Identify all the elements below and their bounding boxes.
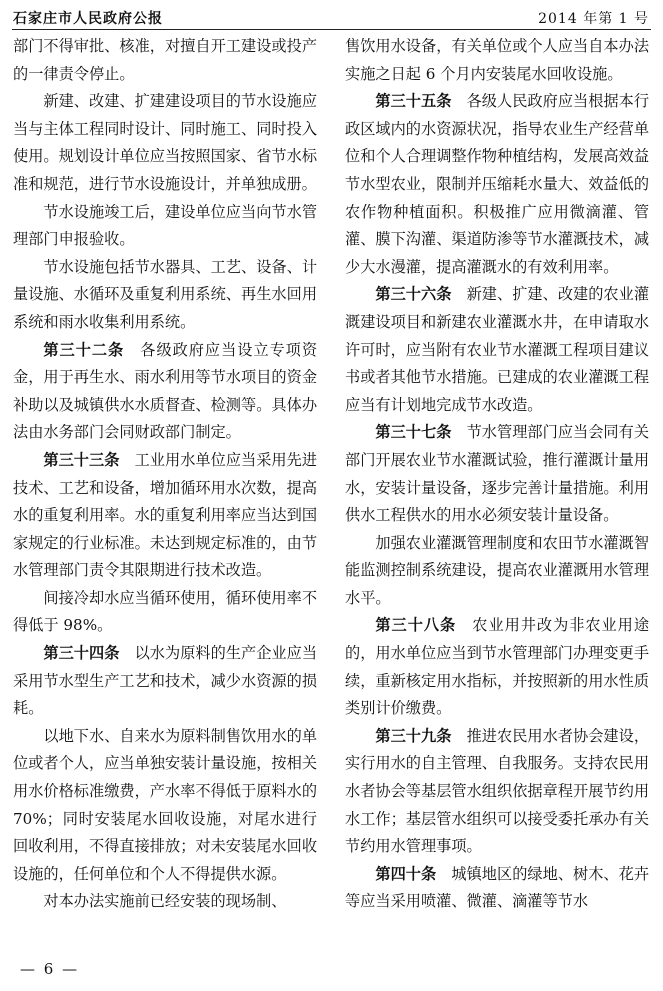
paragraph-text: 间接冷却水应当循环使用，循环使用率不得低于 98%。 [13, 588, 317, 635]
paragraph-text: 农业用井改为非农业用途的，用水单位应当到节水管理部门办理变更手续，重新核定用水指标，并按照新的用水性质类别计价缴费。 [345, 616, 649, 718]
paragraph [13, 640, 317, 723]
article-number: 第三十二条 [43, 340, 125, 359]
paragraph-text: 新建、扩建、改建的农业灌溉建设项目和新建农业灌溉水井，在申请取水许可时，应当附有农业节水灌溉工程项目建议书或者其他节水措施。已建成的农业灌溉工程应当有计划地完成节水改造。 [345, 285, 649, 414]
paragraph-text: 各级政府应当设立专项资金，用于再生水、雨水利用等节水项目的资金补助以及城镇供水水质督查、检测等。具体办法由水务部门会同财政部门制定。 [13, 340, 317, 442]
paragraph [345, 723, 649, 861]
paragraph-text: 对本办法实施前已经安装的现场制、 [43, 892, 287, 911]
paragraph [13, 447, 317, 585]
paragraph-text: 节水管理部门应当会同有关部门开展农业节水灌溉试验，推行灌溉计量用水，安装计量设备，逐步完善计量措施。利用供水工程供水的用水必须安装计量设备。 [345, 423, 649, 525]
paragraph-text: 新建、改建、扩建建设项目的节水设施应当与主体工程同时设计、同时施工、同时投入使用。规划设计单位应当按照国家、省节水标准和规范，进行节水设施设计，并单独成册。 [13, 92, 317, 193]
paragraph [13, 888, 317, 916]
header-divider [12, 29, 651, 30]
right-column [345, 33, 649, 958]
paragraph-text: 推进农民用水者协会建设，实行用水的自主管理、自我服务。支持农民用水者协会等基层管水组织依据章程开展节约用水工作；基层管水组织可以接受委托承办有关节约用水管理事项。 [345, 726, 649, 856]
paragraph [13, 337, 317, 447]
page-header [0, 0, 663, 30]
paragraph [345, 530, 649, 613]
paragraph [345, 33, 649, 88]
paragraph [345, 419, 649, 529]
paragraph-text: 以水为原料的生产企业应当采用节水型生产工艺和技术，减少水资源的损耗。 [13, 644, 317, 718]
paragraph-text: 部门不得审批、核准，对擅自开工建设或投产的一律责令停止。 [13, 37, 317, 83]
paragraph [13, 585, 317, 640]
article-number: 第三十三条 [43, 450, 120, 469]
paragraph [13, 723, 317, 889]
article-number: 第三十八条 [375, 616, 457, 635]
paragraph-text: 节水设施竣工后，建设单位应当向节水管理部门申报验收。 [13, 202, 317, 249]
paragraph [13, 199, 317, 254]
article-number: 第三十四条 [43, 644, 120, 663]
article-number: 第三十六条 [375, 285, 452, 304]
article-number: 第三十七条 [375, 423, 452, 442]
article-number: 第四十条 [375, 864, 437, 883]
paragraph-text: 售饮用水设备，有关单位或个人应当自本办法实施之日起 6 个月内安装尾水回收设施。 [345, 37, 649, 83]
left-column [13, 33, 317, 958]
article-number: 第三十九条 [375, 726, 452, 745]
paragraph-text: 以地下水、自来水为原料制售饮用水的单位或者个人，应当单独安装计量设施，按相关用水价格标准缴费，产水率不得低于原料水的 70%；同时安装尾水回收设施，对尾水进行回收利用，不得直接排放；对未安装尾水回收设施的，任何单位和个人不得提供水源。 [13, 726, 317, 883]
paragraph [345, 612, 649, 722]
paragraph [345, 281, 649, 419]
paragraph-text: 工业用水单位应当采用先进技术、工艺和设备，增加循环用水次数，提高水的重复利用率。水的重复利用率应当达到国家规定的行业标准。未达到规定标准的，由节水管理部门责令其限期进行技术改造。 [13, 450, 317, 580]
paragraph-text: 城镇地区的绿地、树木、花卉等应当采用喷灌、微灌、滴灌等节水 [345, 864, 649, 911]
paragraph [13, 88, 317, 198]
paragraph-text: 各级人民政府应当根据本行政区域内的水资源状况，指导农业生产经营单位和个人合理调整作物种植结构，发展高效益节水型农业，限制并压缩耗水量大、效益低的农作物种植面积。积极推广应用微滴灌、管灌、膜下沟灌、渠道防渗等节水灌溉技术，减少大水漫灌，提高灌溉水的有效利用率。 [345, 92, 649, 276]
page-number: — 6 — [20, 960, 80, 978]
article-number: 第三十五条 [375, 92, 452, 111]
paragraph-text: 节水设施包括节水器具、工艺、设备、计量设施、水循环及重复利用系统、再生水回用系统和雨水收集利用系统。 [13, 257, 317, 331]
paragraph [13, 254, 317, 337]
paragraph [345, 88, 649, 281]
issue-number: 2014 年第 1 号 [538, 11, 649, 27]
publication-title: 石家庄市人民政府公报 [13, 11, 163, 27]
paragraph-text: 加强农业灌溉管理制度和农田节水灌溉智能监测控制系统建设，提高农业灌溉用水管理水平。 [345, 533, 649, 607]
paragraph [13, 33, 317, 88]
paragraph [345, 861, 649, 916]
